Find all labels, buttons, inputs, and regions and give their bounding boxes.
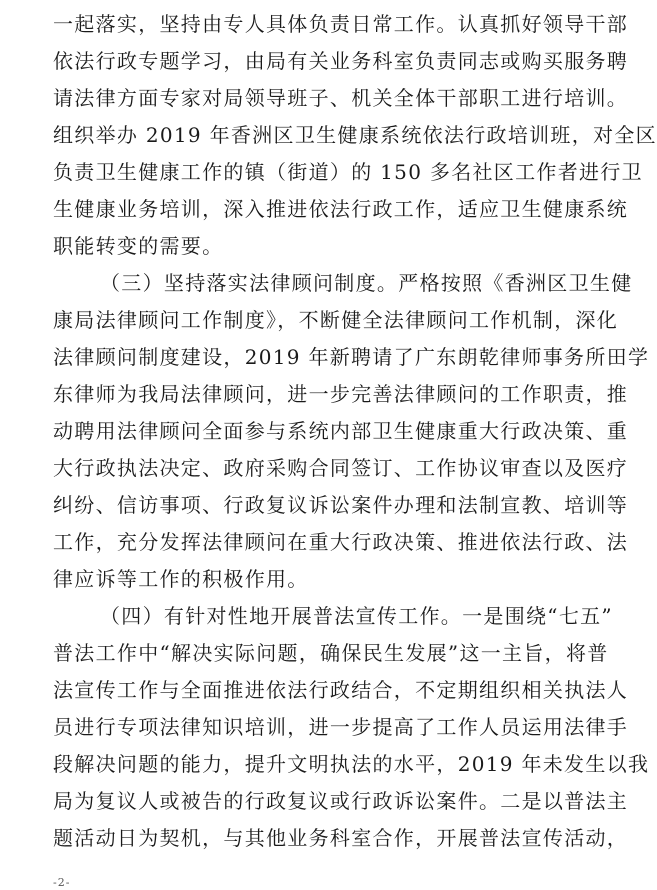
paragraph-line: 负责卫生健康工作的镇（街道）的 150 多名社区工作者进行卫 xyxy=(53,160,643,184)
paragraph-line: 依法行政专题学习，由局有关业务科室负责同志或购买服务聘 xyxy=(53,49,629,73)
section-heading-line: （三）坚持落实法律顾问制度。严格按照《香洲区卫生健 xyxy=(100,271,633,295)
paragraph-line: 局为复议人或被告的行政复议或行政诉讼案件。二是以普法主 xyxy=(53,789,629,813)
paragraph-line: 法律顾问制度建设，2019 年新聘请了广东朗乾律师事务所田学 xyxy=(53,345,650,369)
paragraph-line: 职能转变的需要。 xyxy=(53,234,224,258)
paragraph-line: 员进行专项法律知识培训，进一步提高了工作人员运用法律手 xyxy=(53,715,629,739)
paragraph-line: 组织举办 2019 年香洲区卫生健康系统依法行政培训班，对全区 xyxy=(53,123,657,147)
paragraph-line: 大行政执法决定、政府采购合同签订、工作协议审查以及医疗 xyxy=(53,456,629,480)
paragraph-line: 动聘用法律顾问全面参与系统内部卫生健康重大行政决策、重 xyxy=(53,419,629,443)
paragraph-line: 法宣传工作与全面推进依法行政结合，不定期组织相关执法人 xyxy=(53,678,629,702)
paragraph-line: 纠纷、信访事项、行政复议诉讼案件办理和法制宣教、培训等 xyxy=(53,493,629,517)
section-heading-line: （四）有针对性地开展普法宣传工作。一是围绕“七五” xyxy=(100,604,613,628)
page-number: -2- xyxy=(53,876,71,889)
paragraph-line: 请法律方面专家对局领导班子、机关全体干部职工进行培训。 xyxy=(53,86,629,110)
paragraph-line: 生健康业务培训，深入推进依法行政工作，适应卫生健康系统 xyxy=(53,197,629,221)
paragraph-line: 康局法律顾问工作制度》，不断健全法律顾问工作机制，深化 xyxy=(53,308,619,332)
paragraph-line: 东律师为我局法律顾问，进一步完善法律顾问的工作职责，推 xyxy=(53,382,629,406)
paragraph-line: 普法工作中“解决实际问题，确保民生发展”这一主旨，将普 xyxy=(53,641,609,665)
paragraph-line: 题活动日为契机，与其他业务科室合作，开展普法宣传活动， xyxy=(53,826,629,850)
paragraph-line: 工作，充分发挥法律顾问在重大行政决策、推进依法行政、法 xyxy=(53,530,629,554)
paragraph-line: 一起落实，坚持由专人具体负责日常工作。认真抓好领导干部 xyxy=(53,12,629,36)
paragraph-line: 段解决问题的能力，提升文明执法的水平，2019 年未发生以我 xyxy=(53,752,650,776)
paragraph-line: 律应诉等工作的积极作用。 xyxy=(53,567,309,591)
